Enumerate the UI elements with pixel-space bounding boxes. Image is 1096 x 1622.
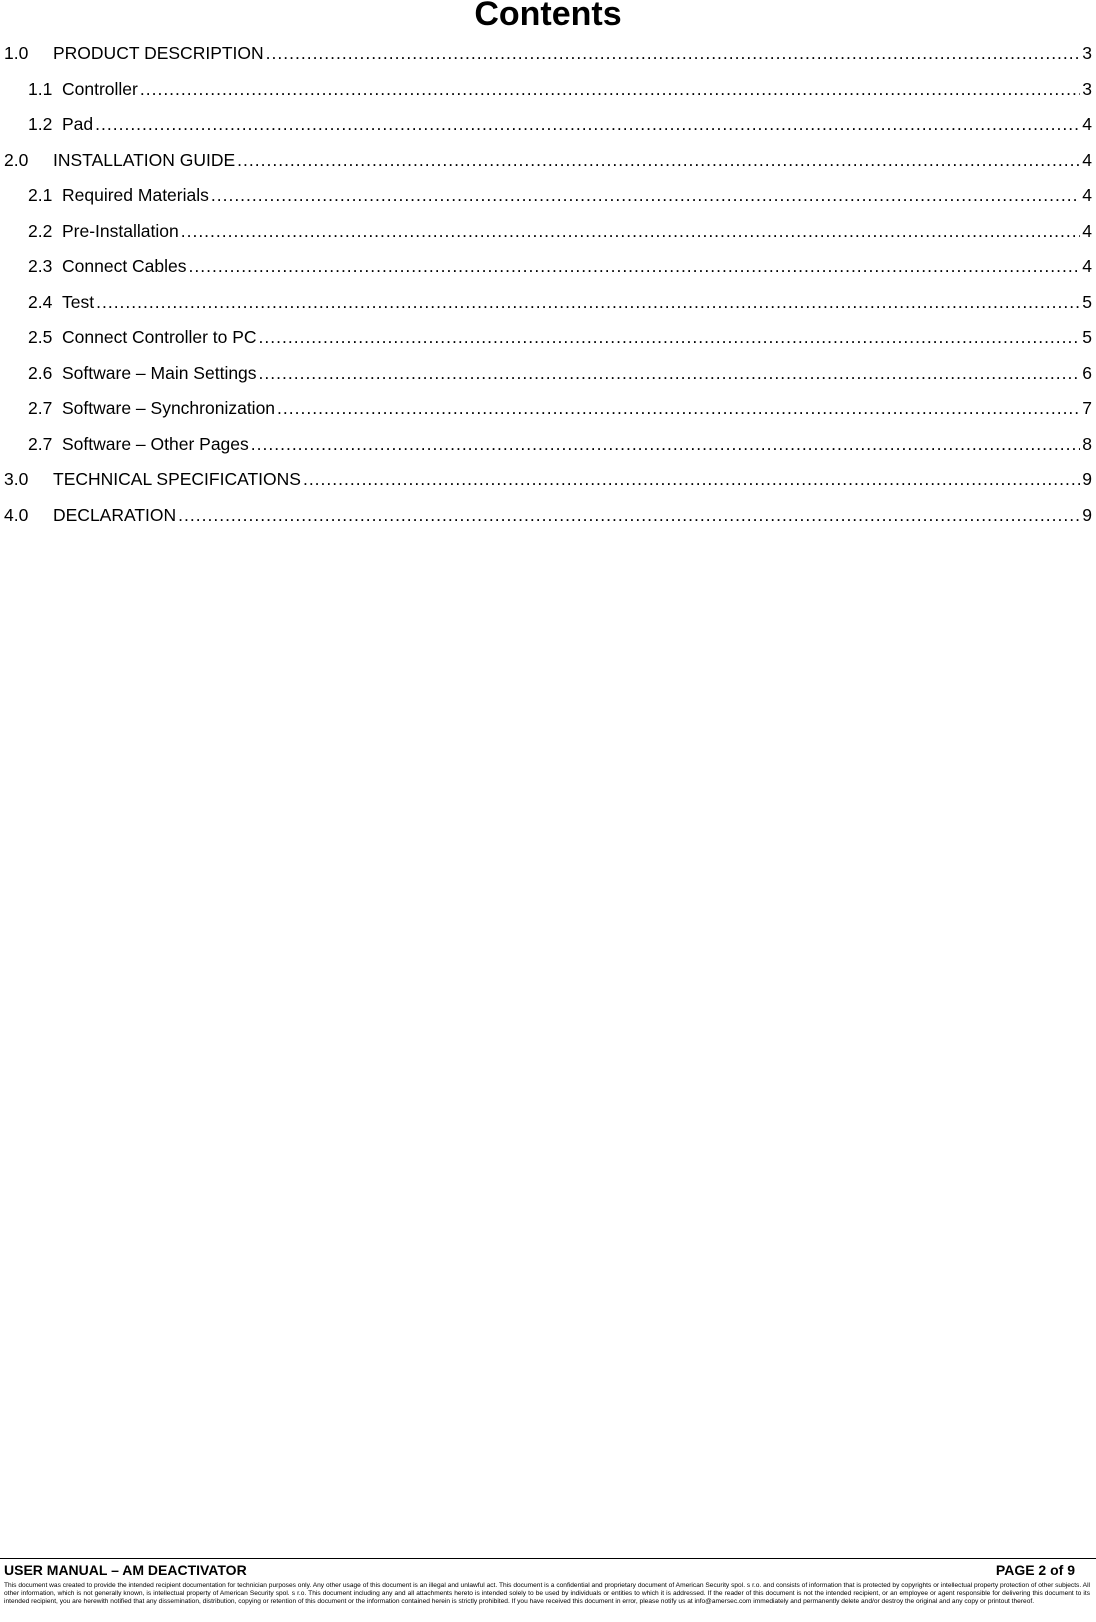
toc-entry-title: PRODUCT DESCRIPTION xyxy=(53,43,264,63)
toc-entry-page: 5 xyxy=(1082,291,1092,312)
toc-entry-page: 3 xyxy=(1082,43,1092,63)
toc-entry-title: Connect Controller to PC xyxy=(62,327,257,347)
toc-entry-number: 2.4 xyxy=(28,291,53,312)
toc-leader-dots xyxy=(140,72,1080,108)
toc-leader-dots xyxy=(259,356,1081,392)
footer-divider xyxy=(0,1558,1096,1559)
toc-entry-title: Software – Other Pages xyxy=(62,433,249,454)
page-title: Contents xyxy=(474,0,622,33)
toc-entry-title: Pad xyxy=(62,114,94,134)
toc-entry-title: Test xyxy=(62,291,95,312)
toc-entry-page: 4 xyxy=(1082,185,1092,205)
toc-leader-dots xyxy=(259,320,1081,356)
toc-leader-dots xyxy=(266,36,1081,72)
toc-leader-dots xyxy=(237,143,1080,179)
toc-entry[interactable] xyxy=(4,143,1092,179)
toc-entry[interactable] xyxy=(4,72,1092,108)
toc-entry-page: 9 xyxy=(1082,504,1092,525)
toc-entry-page: 4 xyxy=(1082,149,1092,170)
toc-entry[interactable] xyxy=(4,36,1092,72)
toc-leader-dots xyxy=(95,107,1080,143)
table-of-contents xyxy=(4,36,1092,533)
toc-entry-title: DECLARATION xyxy=(53,504,177,525)
toc-leader-dots xyxy=(181,214,1081,250)
footer-disclaimer: This document was created to provide the intended recipient documentation for technician purposes only. Any other usage of this document is an illegal and unlawful act. This document is a confidential and proprietary document of American Security spol. s r.o. and consists of information that is protected by copyrights or intellectual property protection of other subjects. All other information, which is not generally known, is intellectual property of American Security spol. s r.o. This document including any and all attachments hereto is intended solely to be used by individuals or entities to which it is addressed. If the reader of this document is not the intended recipient, or an employee or agent responsible for delivering this document to its intended recipient, you are herewith notified that any dissemination, distribution, copying or retention of this document or the information contained herein is strictly prohibited. If you have received this document in error, please notify us at info@amersec.com immediately and permanently delete and/or destroy the original and any copy or printout thereof. xyxy=(4,1582,1090,1605)
toc-leader-dots xyxy=(211,178,1080,214)
toc-entry-number: 1.0 xyxy=(4,43,29,63)
toc-entry-page: 7 xyxy=(1082,398,1092,418)
toc-entry[interactable] xyxy=(4,427,1092,463)
toc-entry[interactable] xyxy=(4,214,1092,250)
toc-entry[interactable] xyxy=(4,178,1092,214)
toc-entry[interactable] xyxy=(4,285,1092,321)
toc-entry-title: Connect Cables xyxy=(62,256,187,276)
toc-entry-number: 2.1 xyxy=(28,185,53,205)
toc-entry-number: 2.5 xyxy=(28,327,53,347)
toc-entry-number: 1.1 xyxy=(28,78,53,99)
toc-leader-dots xyxy=(251,427,1080,463)
toc-entry[interactable] xyxy=(4,391,1092,427)
toc-entry-page: 4 xyxy=(1082,220,1092,241)
toc-entry-number: 2.2 xyxy=(28,220,53,241)
toc-entry[interactable] xyxy=(4,249,1092,285)
toc-entry-title: Software – Main Settings xyxy=(62,362,257,383)
toc-entry[interactable] xyxy=(4,356,1092,392)
toc-entry[interactable] xyxy=(4,107,1092,143)
toc-entry-page: 8 xyxy=(1082,433,1092,454)
toc-entry-number: 2.7 xyxy=(28,433,53,454)
toc-entry-number: 2.0 xyxy=(4,149,29,170)
toc-entry-number: 4.0 xyxy=(4,504,29,525)
toc-entry-number: 2.3 xyxy=(28,256,53,276)
footer-document-name: USER MANUAL – AM DEACTIVATOR xyxy=(4,1562,247,1578)
toc-entry-title: Pre-Installation xyxy=(62,220,179,241)
toc-entry-title: TECHNICAL SPECIFICATIONS xyxy=(53,469,301,489)
toc-entry-page: 5 xyxy=(1082,327,1092,347)
toc-leader-dots xyxy=(178,498,1080,534)
toc-leader-dots xyxy=(96,285,1080,321)
toc-entry-title: Required Materials xyxy=(62,185,209,205)
toc-leader-dots xyxy=(277,391,1080,427)
toc-leader-dots xyxy=(189,249,1081,285)
toc-leader-dots xyxy=(303,462,1080,498)
toc-entry-page: 3 xyxy=(1082,78,1092,99)
toc-entry-page: 9 xyxy=(1082,469,1092,489)
toc-entry-page: 4 xyxy=(1082,114,1092,134)
toc-entry-page: 6 xyxy=(1082,362,1092,383)
toc-entry-number: 2.7 xyxy=(28,398,53,418)
toc-entry[interactable] xyxy=(4,498,1092,534)
footer-page-number: PAGE 2 of 9 xyxy=(995,1562,1075,1578)
toc-entry-page: 4 xyxy=(1082,256,1092,276)
toc-entry-number: 2.6 xyxy=(28,362,53,383)
toc-entry-title: Software – Synchronization xyxy=(62,398,276,418)
toc-entry-title: INSTALLATION GUIDE xyxy=(53,149,236,170)
toc-entry-number: 1.2 xyxy=(28,114,53,134)
toc-entry-number: 3.0 xyxy=(4,469,29,489)
toc-entry[interactable] xyxy=(4,462,1092,498)
toc-entry-title: Controller xyxy=(62,78,138,99)
toc-entry[interactable] xyxy=(4,320,1092,356)
